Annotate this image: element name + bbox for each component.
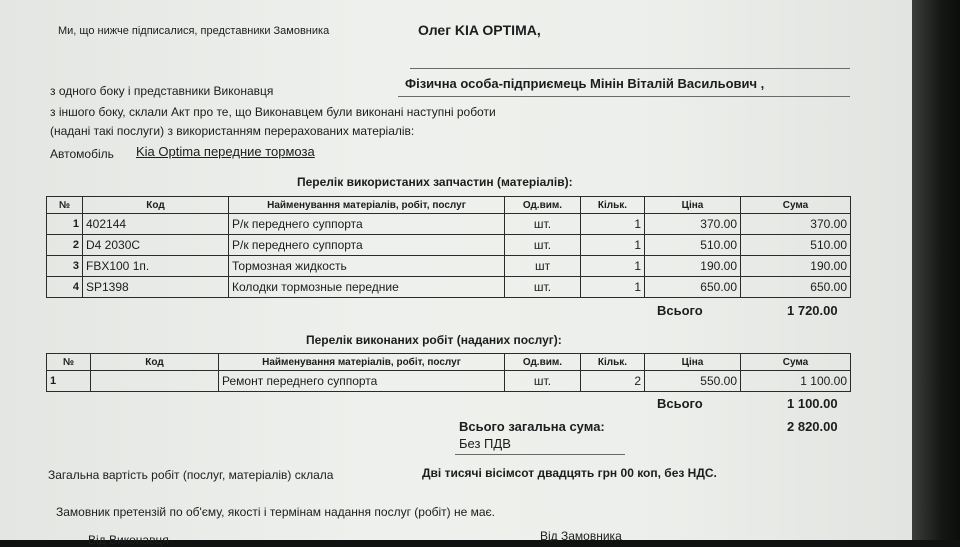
row-code: FBX100 1п. — [83, 256, 229, 277]
row-sum: 650.00 — [741, 277, 851, 298]
col-qty: Кільк. — [581, 354, 645, 371]
row-qty: 2 — [581, 371, 645, 392]
grand-total-underline — [455, 454, 625, 455]
table-row — [47, 214, 851, 235]
row-name: Ремонт переднего суппорта — [219, 371, 505, 392]
grand-total-value: 2 820.00 — [787, 419, 838, 434]
row-unit: шт. — [505, 235, 581, 256]
row-price: 370.00 — [645, 214, 741, 235]
table-row — [47, 371, 851, 392]
row-unit: шт. — [505, 371, 581, 392]
customer-underline — [410, 68, 850, 69]
col-no: № — [47, 197, 83, 214]
row-no: 1 — [47, 371, 91, 392]
row-unit: шт. — [505, 277, 581, 298]
col-sum: Сума — [741, 197, 851, 214]
row-name: Р/к переднего суппорта — [229, 214, 505, 235]
row-sum: 190.00 — [741, 256, 851, 277]
col-qty: Кільк. — [581, 197, 645, 214]
row-price: 650.00 — [645, 277, 741, 298]
services-header-row — [47, 354, 851, 371]
row-name: Тормозная жидкость — [229, 256, 505, 277]
col-no: № — [47, 354, 91, 371]
row-sum: 370.00 — [741, 214, 851, 235]
row-code: SP1398 — [83, 277, 229, 298]
total-text-label: Загальна вартість робіт (послуг, матеріалів) склала — [48, 468, 334, 482]
car-label: Автомобіль — [50, 147, 114, 161]
total-text-value: Дві тисячі вісімсот двадцять грн 00 коп, без НДС. — [422, 466, 717, 480]
row-no: 1 — [47, 214, 83, 235]
col-code: Код — [91, 354, 219, 371]
intro-line-1: Ми, що нижче підписалися, представники Замовника — [58, 25, 330, 37]
vat-note: Без ПДВ — [459, 436, 511, 451]
from-executor-label: Від Виконавця — [88, 533, 169, 547]
row-qty: 1 — [581, 214, 645, 235]
row-price: 510.00 — [645, 235, 741, 256]
parts-header-row — [47, 197, 851, 214]
row-sum: 510.00 — [741, 235, 851, 256]
from-customer-label: Від Замовника — [540, 529, 622, 543]
row-code: 402144 — [83, 214, 229, 235]
col-unit: Од.вим. — [505, 354, 581, 371]
row-no: 3 — [47, 256, 83, 277]
services-total-value: 1 100.00 — [787, 396, 838, 411]
row-price: 190.00 — [645, 256, 741, 277]
intro-line-2: з одного боку і представники Виконавця — [50, 84, 274, 98]
table-row — [47, 277, 851, 298]
services-total-label: Всього — [657, 396, 703, 411]
col-price: Ціна — [645, 197, 741, 214]
customer-name: Олег KIA OPTIMA, — [418, 22, 541, 38]
col-name: Найменування матеріалів, робіт, послуг — [219, 354, 505, 371]
table-row — [47, 256, 851, 277]
parts-table-title: Перелік використаних запчастин (матеріалів): — [297, 175, 573, 189]
parts-total-label: Всього — [657, 303, 703, 318]
executor-underline — [398, 96, 850, 97]
col-price: Ціна — [645, 354, 741, 371]
row-qty: 1 — [581, 235, 645, 256]
row-unit: шт. — [505, 214, 581, 235]
monitor-bezel — [912, 0, 960, 540]
row-qty: 1 — [581, 277, 645, 298]
col-sum: Сума — [741, 354, 851, 371]
row-no: 4 — [47, 277, 83, 298]
parts-total-value: 1 720.00 — [787, 303, 838, 318]
car-value: Kia Optima передние тормоза — [136, 144, 315, 159]
parts-table — [46, 196, 851, 298]
col-code: Код — [83, 197, 229, 214]
row-unit: шт — [505, 256, 581, 277]
intro-line-3: з іншого боку, склали Акт про те, що Виконавцем були виконані наступні роботи — [50, 105, 496, 119]
col-unit: Од.вим. — [505, 197, 581, 214]
executor-name: Фізична особа-підприємець Мінін Віталій Васильович , — [405, 76, 765, 91]
row-qty: 1 — [581, 256, 645, 277]
claims-text: Замовник претензій по об'єму, якості і термінам надання послуг (робіт) не має. — [56, 505, 496, 519]
row-code: D4 2030C — [83, 235, 229, 256]
table-row — [47, 235, 851, 256]
row-no: 2 — [47, 235, 83, 256]
row-name: Колодки тормозные передние — [229, 277, 505, 298]
row-code — [91, 371, 219, 392]
services-table — [46, 353, 851, 392]
row-price: 550.00 — [645, 371, 741, 392]
row-name: Р/к переднего суппорта — [229, 235, 505, 256]
grand-total-label: Всього загальна сума: — [459, 419, 605, 434]
col-name: Найменування матеріалів, робіт, послуг — [229, 197, 505, 214]
row-sum: 1 100.00 — [741, 371, 851, 392]
intro-line-4: (надані такі послуги) з використанням перерахованих матеріалів: — [50, 124, 415, 138]
services-table-title: Перелік виконаних робіт (наданих послуг): — [306, 333, 562, 347]
